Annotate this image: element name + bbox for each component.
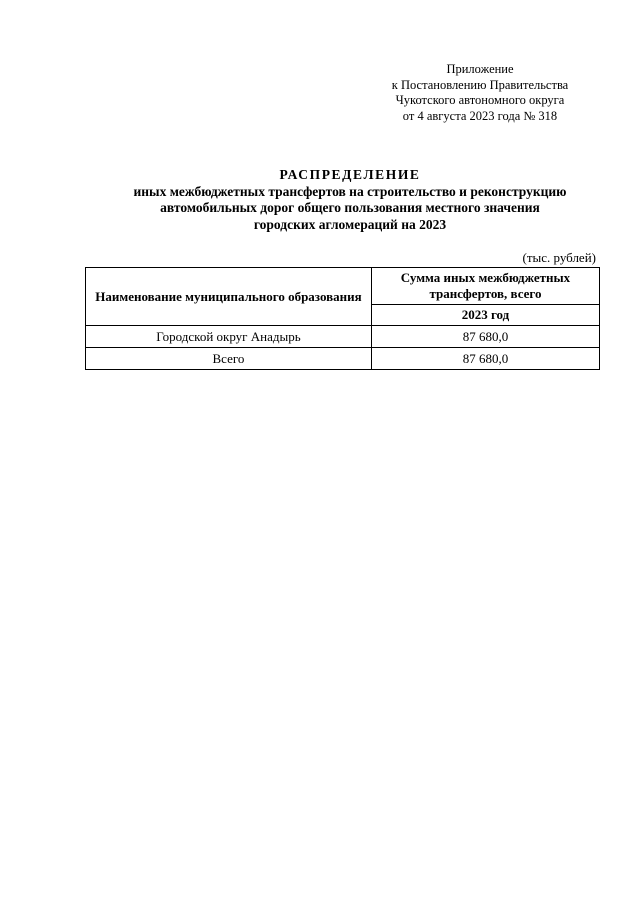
total-label: Всего	[86, 348, 372, 370]
title-line-2: автомобильных дорог общего пользования местного значения	[160, 200, 540, 215]
row-municipality-name: Городской округ Анадырь	[86, 326, 372, 348]
header-year: 2023 год	[371, 305, 599, 326]
distribution-table	[85, 267, 600, 370]
appendix-line-2: к Постановлению Правительства	[391, 77, 569, 92]
appendix-line-1: Приложение	[446, 62, 514, 76]
header-sum: Сумма иных межбюджетных трансфертов, всего	[371, 268, 599, 305]
units-label: (тыс. рублей)	[522, 250, 596, 265]
row-amount: 87 680,0	[371, 326, 599, 348]
table-row	[86, 326, 600, 348]
table-header-row	[86, 268, 600, 305]
appendix-line-4: от 4 августа 2023 года № 318	[402, 108, 558, 123]
title-line-3: городских агломераций на 2023	[253, 216, 447, 232]
header-municipality: Наименование муниципального образования	[86, 268, 372, 326]
appendix-line-3: Чукотского автономного округа	[395, 93, 565, 107]
title-line-1: иных межбюджетных трансфертов на строительство и реконструкцию	[133, 183, 567, 199]
table-row-total	[86, 348, 600, 370]
title-heading: РАСПРЕДЕЛЕНИЕ	[279, 167, 421, 182]
document-title	[60, 167, 640, 233]
appendix-reference	[360, 62, 600, 124]
total-amount: 87 680,0	[371, 348, 599, 370]
